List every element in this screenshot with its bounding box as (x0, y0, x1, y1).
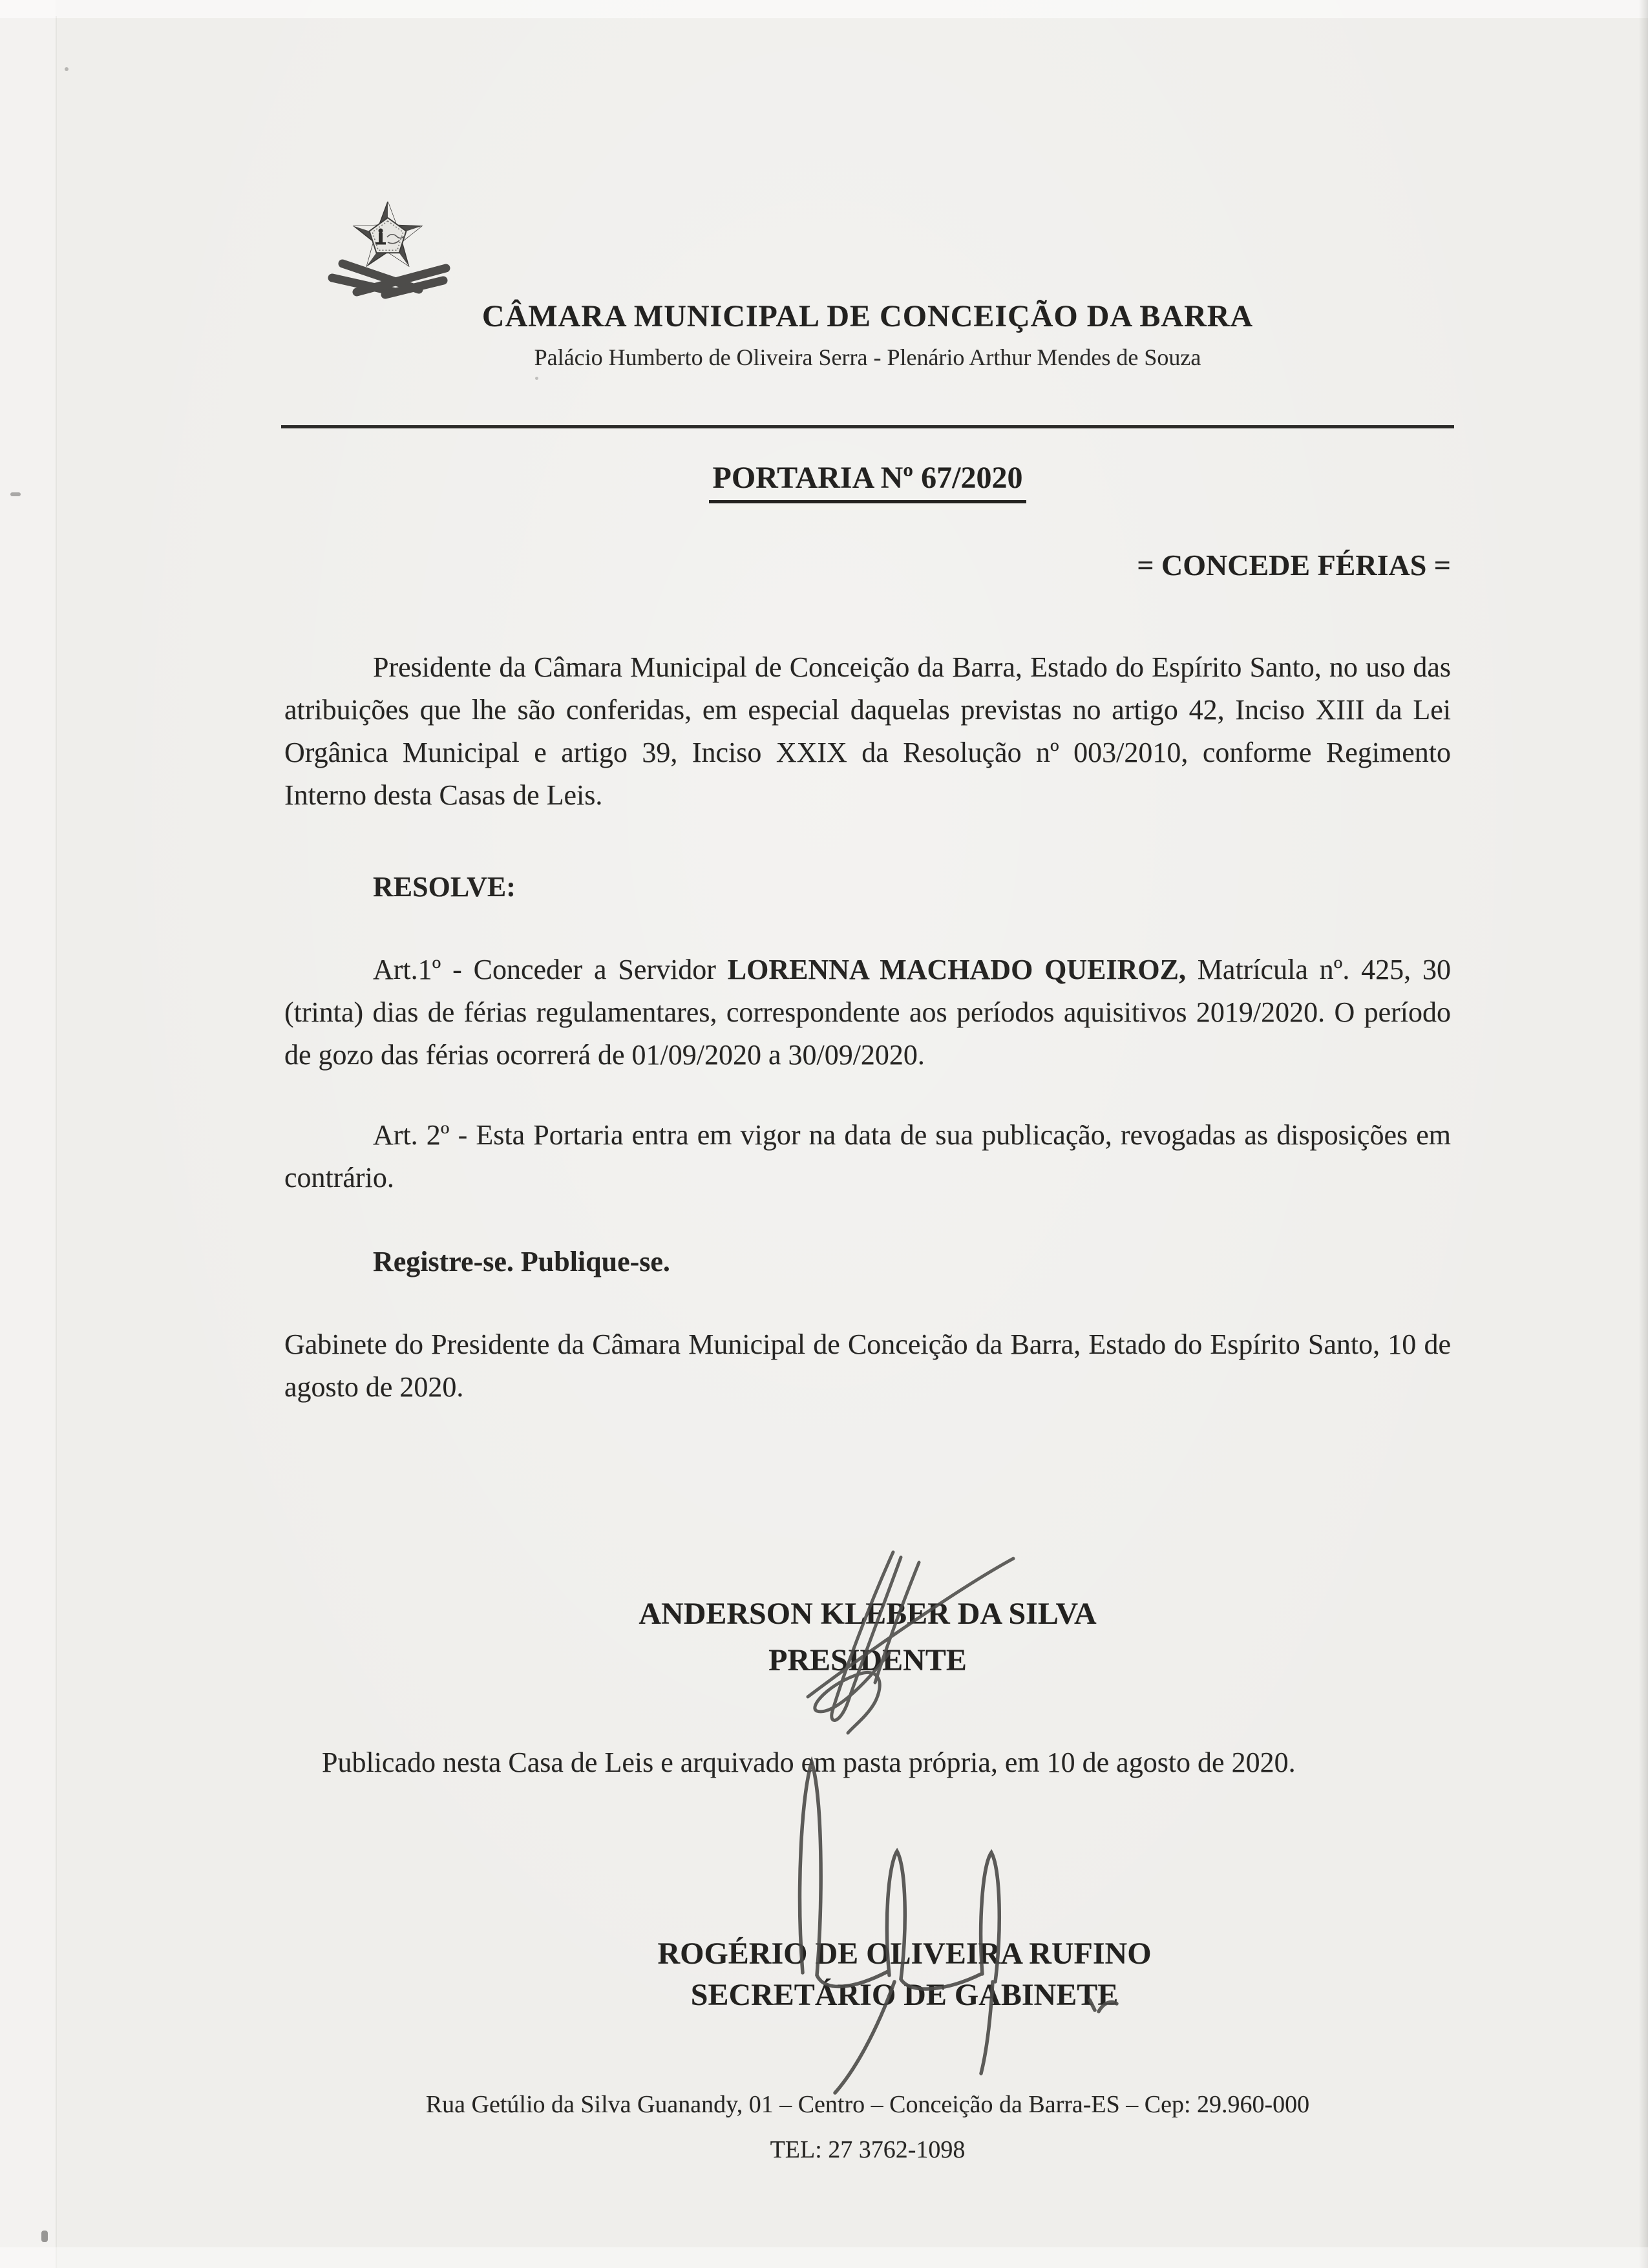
org-subtitle: Palácio Humberto de Oliveira Serra - Plenário Arthur Mendes de Souza (534, 344, 1201, 370)
document-title-text: PORTARIA Nº 67/2020 (709, 461, 1027, 503)
scan-speck (10, 492, 21, 496)
closing-paragraph: Gabinete do Presidente da Câmara Municipal de Conceição da Barra, Estado do Espírito Santo, 10 de agosto de 2020. (284, 1328, 1451, 1403)
scan-edge-bottom-band (0, 2247, 1648, 2268)
subject-line: = CONCEDE FÉRIAS = (1137, 549, 1451, 582)
footer-phone: TEL: 27 3762-1098 (770, 2136, 966, 2163)
org-name: CÂMARA MUNICIPAL DE CONCEIÇÃO DA BARRA (481, 299, 1254, 333)
president-signature-scribble (756, 1544, 1028, 1738)
signatory-name: ROGÉRIO DE OLIVEIRA RUFINO (657, 1937, 1152, 1971)
star-crest-icon (323, 202, 452, 305)
header-divider (281, 425, 1454, 428)
article-1-paragraph (284, 949, 1451, 1076)
order-line: Registre-se. Publique-se. (373, 1246, 670, 1277)
preamble-paragraph: Presidente da Câmara Municipal de Conceição da Barra, Estado do Espírito Santo, no uso das atribuições que lhe são conferidas, em especial daquelas previstas no artigo 42, Inciso XIII da Lei Orgânica Municipal e artigo 39, Inciso XXIX da Resolução nº 003/2010, conforme Regimento Interno desta Casas de Leis. (284, 651, 1451, 811)
municipal-crest-logo (323, 202, 452, 305)
scan-speck (535, 377, 538, 380)
secretary-signature-scribble (763, 1754, 1280, 2103)
article-1-post: Matrícula nº. 425, 30 (trinta) dias de férias regulamentares, correspondente aos períodos aquisitivos 2019/2020. O período de gozo das férias ocorrerá de 01/09/2020 a 30/09/2020. (284, 954, 1452, 1071)
article-1-pre: Art.1º - Conceder a Servidor (373, 954, 728, 985)
signatory-role: SECRETÁRIO DE GABINETE (690, 1978, 1119, 2012)
scan-edge-right-shadow (1639, 0, 1648, 2268)
document-title (284, 460, 1451, 496)
signatory-name: ANDERSON KLEBER DA SILVA (639, 1597, 1097, 1631)
resolve-label: RESOLVE: (373, 871, 516, 903)
scan-edge-top-band (0, 0, 1648, 18)
servant-name: LORENNA MACHADO QUEIROZ, (727, 954, 1186, 985)
article-2-paragraph: Art. 2º - Esta Portaria entra em vigor na data de sua publicação, revogadas as disposições em contrário. (284, 1119, 1451, 1193)
publication-note: Publicado nesta Casa de Leis e arquivado em pasta própria, em 10 de agosto de 2020. (322, 1747, 1296, 1778)
scan-crease-line (56, 16, 57, 2268)
scan-speck (41, 2231, 48, 2242)
scan-edge-left-band (0, 0, 56, 2268)
footer-address: Rua Getúlio da Silva Guanandy, 01 – Centro – Conceição da Barra-ES – Cep: 29.960-000 (425, 2091, 1310, 2118)
signatory-role: PRESIDENTE (768, 1643, 967, 1677)
scan-speck (65, 67, 69, 71)
